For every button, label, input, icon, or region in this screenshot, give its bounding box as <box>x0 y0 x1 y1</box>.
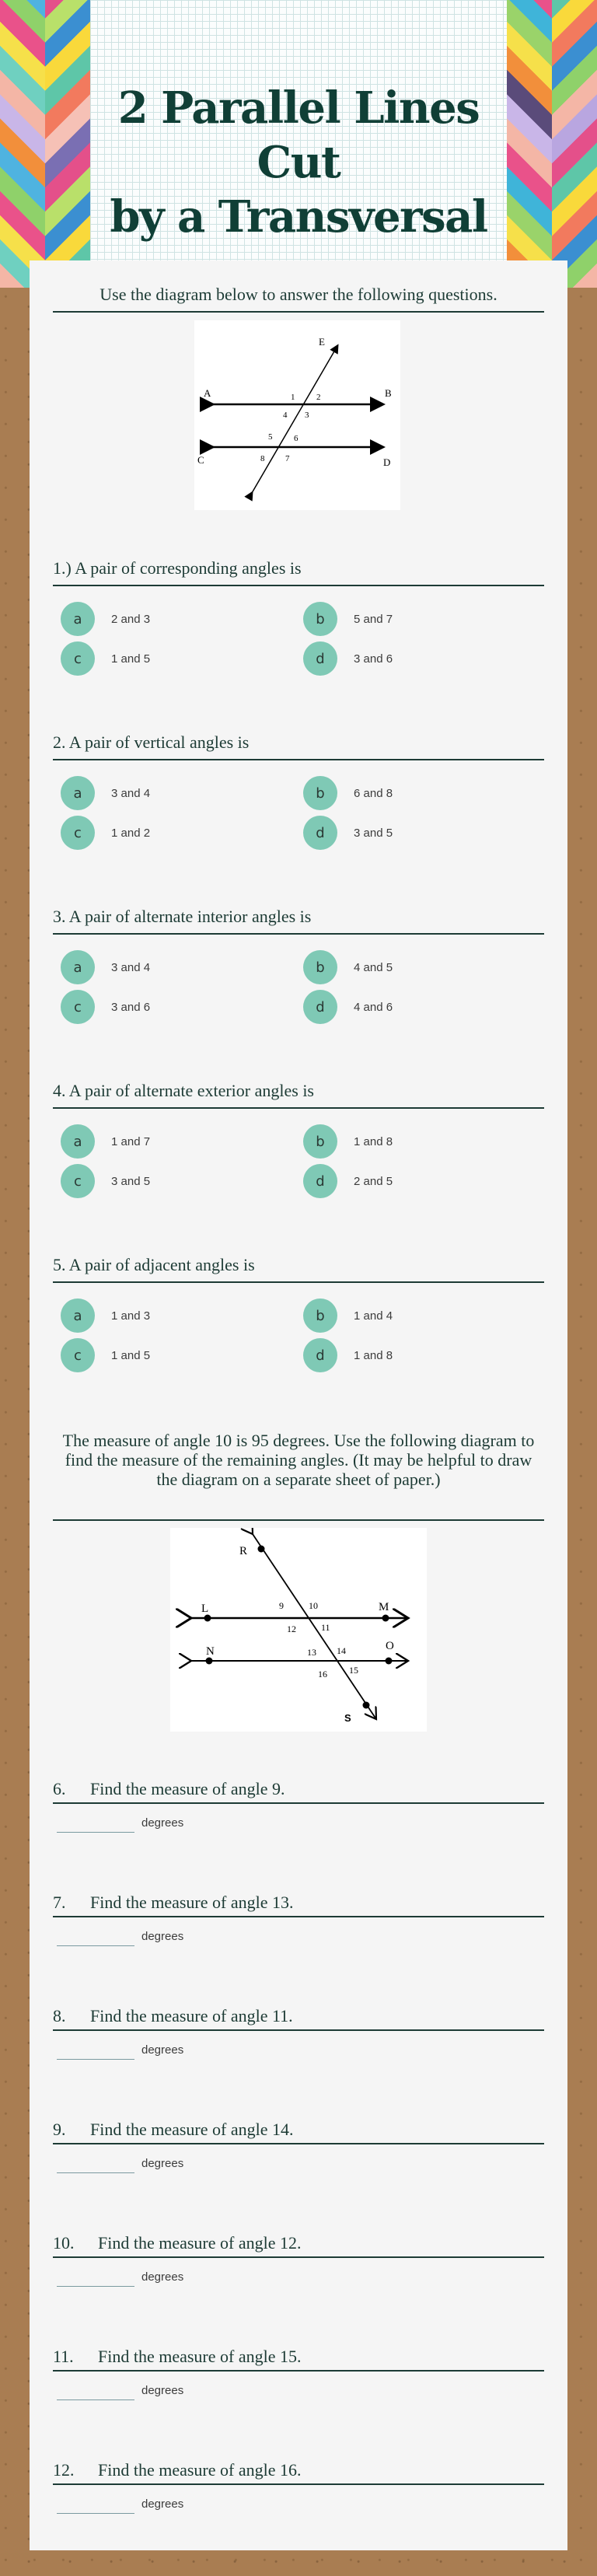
unit-label: degrees <box>141 2043 184 2057</box>
unit-label: degrees <box>141 2384 184 2397</box>
question-text: 2. A pair of vertical angles is <box>53 732 250 752</box>
angle-9: 9 <box>279 1600 284 1611</box>
answer-option-c[interactable] <box>61 641 150 676</box>
option-text: 4 and 5 <box>354 960 393 974</box>
unit-label: degrees <box>141 2270 184 2284</box>
option-text: 3 and 6 <box>354 652 393 666</box>
option-text: 3 and 4 <box>111 960 151 974</box>
option-text: 1 and 5 <box>111 1348 151 1362</box>
transversal <box>252 346 337 493</box>
question-label: Find the measure of angle 12. <box>98 2233 302 2253</box>
option-text: 1 and 2 <box>111 826 151 840</box>
label-d: D <box>383 456 391 468</box>
question-text: 3. A pair of alternate interior angles is <box>53 907 312 926</box>
option-letter-badge: a <box>61 950 95 984</box>
option-text: 4 and 6 <box>354 1000 393 1014</box>
chevron-pattern-left <box>0 0 45 288</box>
question-label: Find the measure of angle 15. <box>98 2347 302 2366</box>
divider <box>53 585 544 586</box>
answer-input[interactable] <box>57 2399 134 2400</box>
option-text: 6 and 8 <box>354 786 393 800</box>
answer-option-d[interactable] <box>303 1338 393 1372</box>
question-text <box>53 2120 544 2139</box>
answer-input[interactable] <box>57 2286 134 2287</box>
label-o: O <box>386 1640 394 1652</box>
option-letter-badge: d <box>303 1338 337 1372</box>
label-m: M <box>379 1601 389 1613</box>
question-text: 1.) A pair of corresponding angles is <box>53 558 302 578</box>
question-number: 12. <box>53 2460 75 2480</box>
point-n <box>206 1658 213 1665</box>
answer-option-d[interactable] <box>303 816 393 850</box>
question-number: 11. <box>53 2347 74 2366</box>
angle-16: 16 <box>318 1669 327 1679</box>
chevron-pattern-right <box>552 0 597 288</box>
answer-option-a[interactable] <box>61 776 150 810</box>
option-letter-badge: c <box>61 990 95 1024</box>
angle-2: 2 <box>316 393 321 402</box>
question-text <box>53 2006 544 2025</box>
option-text: 3 and 5 <box>111 1174 151 1188</box>
question-number: 6. <box>53 1779 66 1798</box>
divider <box>53 1519 544 1521</box>
option-letter-badge: d <box>303 641 337 676</box>
question-text <box>53 2233 544 2253</box>
option-letter-badge: c <box>61 816 95 850</box>
angle-7: 7 <box>285 454 290 463</box>
question-text <box>53 1779 544 1798</box>
divider <box>53 759 544 760</box>
angle-5: 5 <box>268 432 273 442</box>
angle-13: 13 <box>307 1647 316 1658</box>
answer-option-d[interactable] <box>303 990 393 1024</box>
answer-option-d[interactable] <box>303 641 393 676</box>
option-text: 3 and 5 <box>354 826 393 840</box>
option-letter-badge: c <box>61 1338 95 1372</box>
option-letter-badge: a <box>61 602 95 636</box>
option-letter-badge: b <box>303 950 337 984</box>
question-number: 7. <box>53 1893 66 1912</box>
point-o <box>386 1658 393 1665</box>
angle-6: 6 <box>294 434 298 443</box>
unit-label: degrees <box>141 1930 184 1943</box>
answer-option-b[interactable] <box>303 602 393 636</box>
instructions-2: The measure of angle 10 is 95 degrees. Use the following diagram to find the measure of the remaining angles. (It may be helpful to draw the diagram on a separate sheet of paper.) <box>62 1431 535 1489</box>
question-label: Find the measure of angle 14. <box>90 2120 294 2139</box>
angle-1: 1 <box>291 393 295 402</box>
option-text: 1 and 8 <box>354 1348 393 1362</box>
option-text: 1 and 5 <box>111 652 151 666</box>
unit-label: degrees <box>141 2497 184 2511</box>
answer-input[interactable] <box>57 2172 134 2173</box>
option-text: 2 and 3 <box>111 612 151 626</box>
divider <box>53 311 544 313</box>
answer-option-d[interactable] <box>303 1164 393 1198</box>
label-r: R <box>239 1545 248 1557</box>
answer-input[interactable] <box>57 2513 134 2514</box>
question-text: 4. A pair of alternate exterior angles is <box>53 1081 314 1100</box>
question-text <box>53 1893 544 1912</box>
option-text: 3 and 4 <box>111 786 151 800</box>
question-number: 8. <box>53 2006 66 2025</box>
angle-14: 14 <box>337 1645 346 1656</box>
answer-option-a[interactable] <box>61 1298 150 1333</box>
option-text: 1 and 3 <box>111 1309 151 1323</box>
point-s <box>363 1702 370 1709</box>
chevron-pattern-right-inner <box>507 0 552 288</box>
divider <box>53 1916 544 1917</box>
title-line-2: by a Transversal <box>110 191 487 243</box>
divider <box>53 2143 544 2144</box>
option-text: 3 and 6 <box>111 1000 151 1014</box>
diagram-parallel-lines-1 <box>194 320 400 510</box>
question-label: Find the measure of angle 13. <box>90 1893 294 1912</box>
answer-option-a[interactable] <box>61 602 150 636</box>
divider <box>53 2370 544 2372</box>
option-text: 1 and 7 <box>111 1134 151 1148</box>
option-text: 2 and 5 <box>354 1174 393 1188</box>
unit-label: degrees <box>141 1816 184 1830</box>
angle-11: 11 <box>321 1622 330 1633</box>
question-text <box>53 2347 544 2366</box>
answer-option-c[interactable] <box>61 1338 150 1372</box>
transversal-rs <box>253 1534 376 1719</box>
divider <box>53 1107 544 1109</box>
option-letter-badge: c <box>61 641 95 676</box>
question-text <box>53 2460 544 2480</box>
answer-option-b[interactable] <box>303 950 393 984</box>
answer-option-b[interactable] <box>303 1124 393 1159</box>
label-e: E <box>319 336 325 348</box>
option-letter-badge: d <box>303 990 337 1024</box>
label-n: N <box>206 1645 215 1658</box>
angle-15: 15 <box>349 1665 358 1676</box>
answer-input[interactable] <box>57 2059 134 2060</box>
option-letter-badge: d <box>303 1164 337 1198</box>
question-number: 10. <box>53 2233 75 2253</box>
option-letter-badge: b <box>303 602 337 636</box>
answer-option-a[interactable] <box>61 1124 150 1159</box>
option-text: 1 and 8 <box>354 1134 393 1148</box>
option-letter-badge: b <box>303 1298 337 1333</box>
label-c: C <box>197 454 204 466</box>
answer-option-c[interactable] <box>61 816 150 850</box>
answer-input[interactable] <box>57 1832 134 1833</box>
point-m <box>382 1615 389 1622</box>
answer-option-c[interactable] <box>61 990 150 1024</box>
answer-option-c[interactable] <box>61 1164 150 1198</box>
option-text: 1 and 4 <box>354 1309 393 1323</box>
divider <box>53 1281 544 1283</box>
divider <box>53 2256 544 2258</box>
divider <box>53 2483 544 2485</box>
option-letter-badge: a <box>61 1124 95 1159</box>
option-letter-badge: a <box>61 1298 95 1333</box>
question-number: 9. <box>53 2120 66 2139</box>
angle-3: 3 <box>305 411 309 420</box>
angle-8: 8 <box>260 454 265 463</box>
option-letter-badge: d <box>303 816 337 850</box>
option-letter-badge: c <box>61 1164 95 1198</box>
option-text: 5 and 7 <box>354 612 393 626</box>
divider <box>53 2029 544 2031</box>
label-a: A <box>204 387 211 399</box>
divider <box>53 1802 544 1804</box>
angle-12: 12 <box>287 1624 296 1634</box>
diagram-parallel-lines-2 <box>170 1528 427 1732</box>
unit-label: degrees <box>141 2157 184 2170</box>
question-label: Find the measure of angle 9. <box>90 1779 285 1798</box>
point-l <box>204 1615 211 1622</box>
angle-10: 10 <box>309 1600 318 1611</box>
option-letter-badge: a <box>61 776 95 810</box>
question-label: Find the measure of angle 11. <box>90 2006 293 2025</box>
question-text: 5. A pair of adjacent angles is <box>53 1255 255 1274</box>
angle-4: 4 <box>283 411 288 420</box>
point-r <box>258 1546 265 1553</box>
option-letter-badge: b <box>303 776 337 810</box>
title-line-1: 2 Parallel Lines Cut <box>117 82 480 188</box>
question-label: Find the measure of angle 16. <box>98 2460 302 2480</box>
page-title <box>90 81 507 244</box>
option-letter-badge: b <box>303 1124 337 1159</box>
answer-option-a[interactable] <box>61 950 150 984</box>
label-l: L <box>201 1603 209 1615</box>
answer-option-b[interactable] <box>303 1298 393 1333</box>
label-b: B <box>385 387 392 399</box>
answer-input[interactable] <box>57 1945 134 1946</box>
divider <box>53 933 544 935</box>
instructions-1: Use the diagram below to answer the following questions. <box>100 285 498 304</box>
label-s: S <box>344 1712 351 1724</box>
worksheet-card <box>30 260 567 2550</box>
chevron-pattern-left-inner <box>45 0 90 288</box>
answer-option-b[interactable] <box>303 776 393 810</box>
